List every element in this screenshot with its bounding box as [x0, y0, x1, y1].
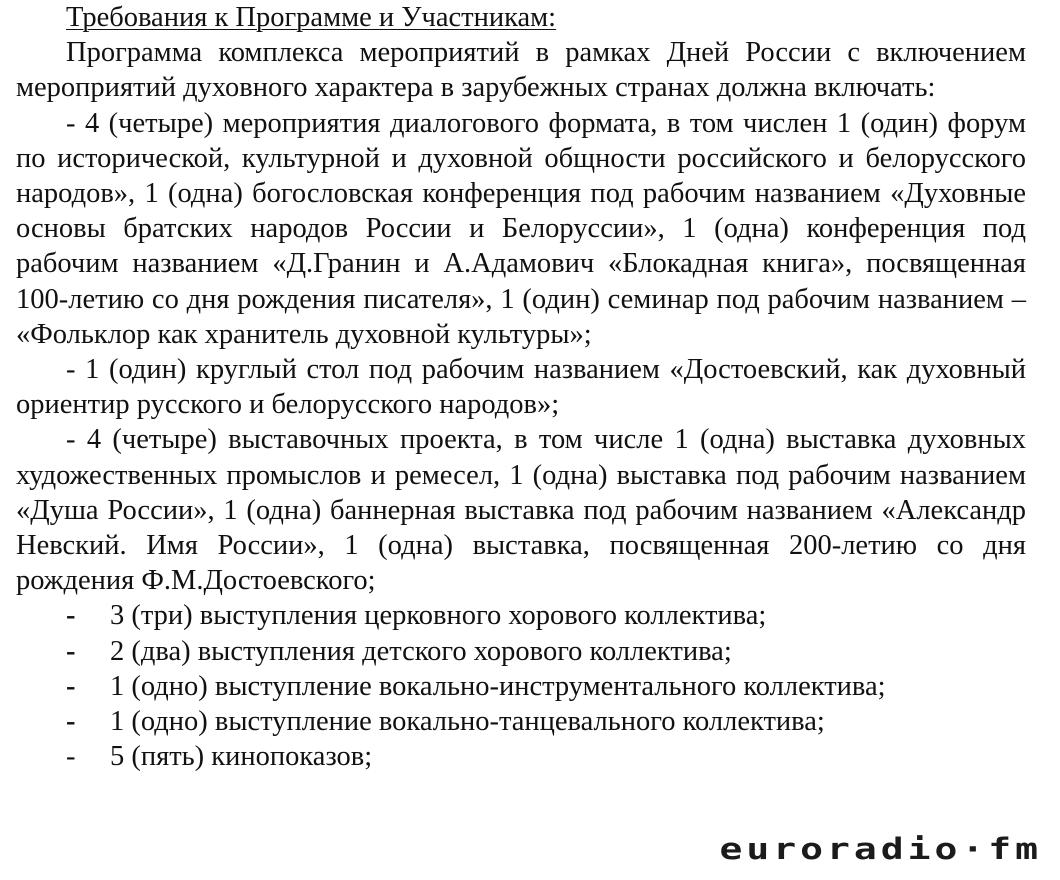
- list-item-children-choir: [16, 634, 1026, 669]
- list-item-dialog-events: - 4 (четыре) мероприятия диалогового формата, в том числен 1 (один) форум по исторической, культурной и духовной общности российского и белорусского народов», 1 (одна) богословская конференция под рабочим названием «Духовные основы братских народов России и Белоруссии», 1 (одна) конференция под рабочим названием «Д.Гранин и А.Адамович «Блокадная книга», посвященная 100-летию со дня рождения писателя», 1 (один) семинар под рабочим названием – «Фольклор как хранитель духовной культуры»;: [16, 107, 1026, 350]
- list-item-text: 2 (два) выступления детского хорового коллектива;: [110, 635, 732, 667]
- list-item-text: 3 (три) выступления церковного хорового коллектива;: [110, 600, 767, 632]
- list-dash: -: [66, 741, 76, 773]
- list-item-text: 5 (пять) кинопоказов;: [110, 741, 373, 773]
- document-page: [16, 0, 1026, 774]
- list-item-vocal-dance: [16, 704, 1026, 739]
- euroradio-watermark-logo: euroradio·fm: [719, 831, 1042, 866]
- list-item-church-choir: [16, 598, 1026, 633]
- list-item-round-table: - 1 (один) круглый стол под рабочим названием «Достоевский, как духовный ориентир русского и белорусского народов»;: [16, 354, 1026, 421]
- list-dash: -: [66, 635, 76, 667]
- intro-paragraph: Программа комплекса мероприятий в рамках Дней России с включением мероприятий духовного характера в зарубежных странах должна включать:: [16, 37, 1026, 104]
- list-dash: -: [66, 706, 76, 738]
- list-dash: -: [66, 670, 76, 702]
- list-item-vocal-instrumental: [16, 669, 1026, 704]
- section-heading: Требования к Программе и Участникам:: [66, 2, 557, 33]
- list-dash: -: [66, 600, 76, 632]
- list-item-text: 1 (одно) выступление вокально-танцевального коллектива;: [110, 706, 825, 738]
- list-item-exhibitions: - 4 (четыре) выставочных проекта, в том числе 1 (одна) выставка духовных художественных промыслов и ремесел, 1 (одна) выставка под рабочим названием «Душа России», 1 (одна) баннерная выставка под рабочим названием «Александр Невский. Имя России», 1 (одна) выставка, посвященная 200-летию со дня рождения Ф.М.Достоевского;: [16, 424, 1026, 597]
- list-item-film-screenings: [16, 739, 1026, 774]
- list-item-text: 1 (одно) выступление вокально-инструментального коллектива;: [110, 670, 886, 702]
